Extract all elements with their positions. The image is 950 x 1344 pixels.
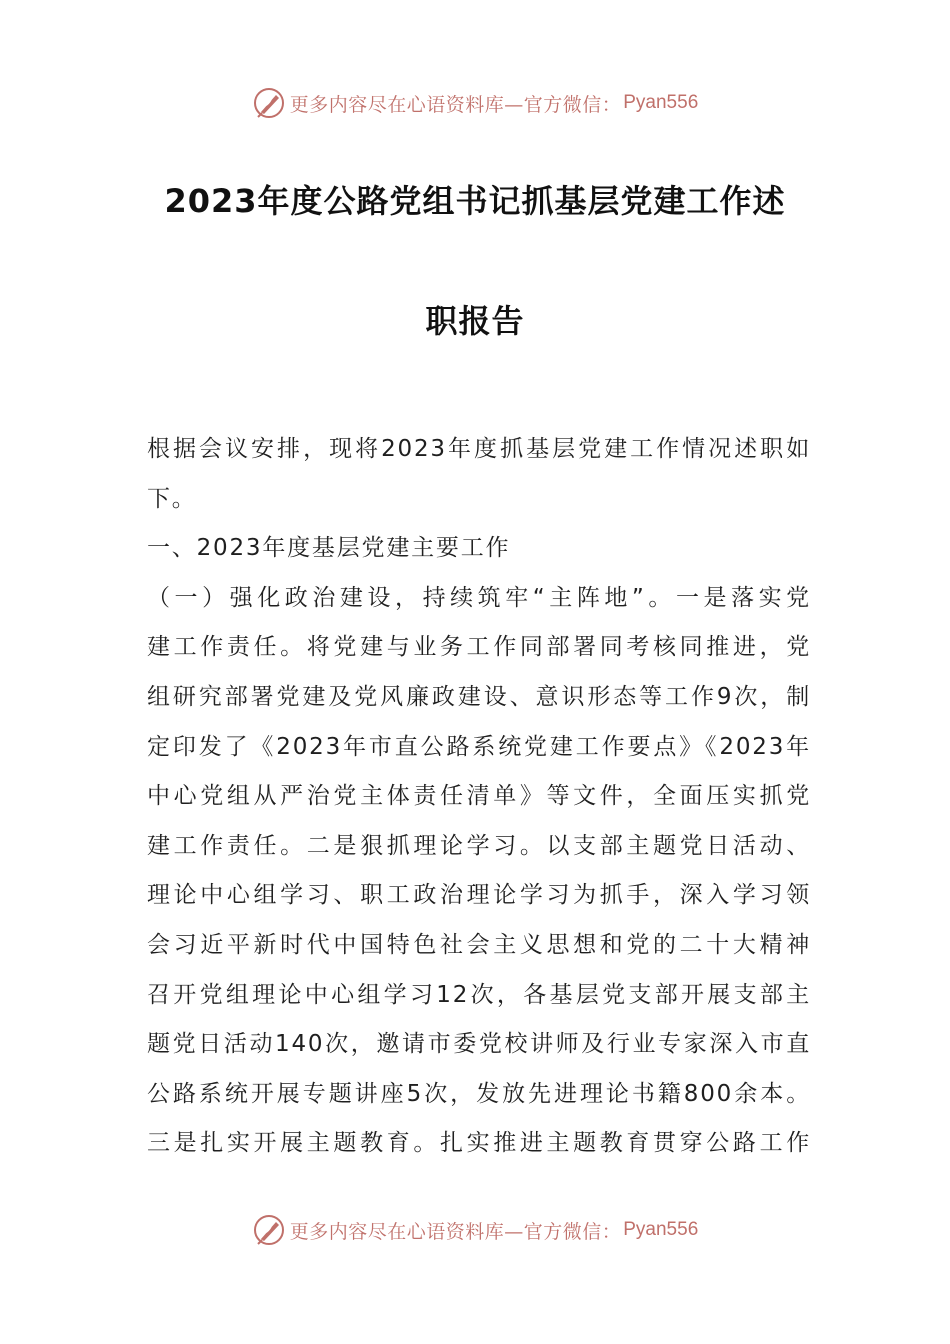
body-line: 会习近平新时代中国特色社会主义思想和党的二十大精神 xyxy=(147,931,811,958)
body-line: 三是扎实开展主题教育。扎实推进主题教育贯穿公路工作 xyxy=(147,1130,811,1157)
watermark-text: 更多内容尽在心语资料库—官方微信： xyxy=(289,93,622,116)
body-line: 组研究部署党建及党风廉政建设、意识形态等工作9次，制 xyxy=(147,683,811,710)
body-line: 公路系统开展专题讲座5次，发放先进理论书籍800余本。 xyxy=(147,1080,811,1107)
watermark-wechat-id: Pyan556 xyxy=(623,92,699,113)
body-line: 定印发了《2023年市直公路系统党建工作要点》《2023年 xyxy=(147,733,811,760)
body-line: 召开党组理论中心组学习12次，各基层党支部开展支部主 xyxy=(147,981,811,1008)
watermark-text: 更多内容尽在心语资料库—官方微信： xyxy=(289,1220,622,1243)
body-line: （一）强化政治建设，持续筑牢“主阵地”。一是落实党 xyxy=(147,584,811,611)
document-title-line-1: 2023年度公路党组书记抓基层党建工作述 xyxy=(164,182,786,220)
quill-logo-icon xyxy=(252,86,286,120)
body-line: 中心党组从严治党主体责任清单》等文件，全面压实抓党 xyxy=(147,783,811,810)
body-line: 下。 xyxy=(147,485,197,512)
document-title-line-2: 职报告 xyxy=(425,302,525,340)
section-heading: 一、2023年度基层党建主要工作 xyxy=(147,535,511,562)
watermark-wechat-id: Pyan556 xyxy=(623,1219,699,1240)
quill-logo-icon xyxy=(252,1213,286,1247)
body-line: 建工作责任。二是狠抓理论学习。以支部主题党日活动、 xyxy=(147,832,811,859)
watermark-banner-top xyxy=(0,83,950,123)
document-body xyxy=(147,425,811,1169)
body-line: 题党日活动140次，邀请市委党校讲师及行业专家深入市直 xyxy=(147,1031,811,1058)
body-line: 建工作责任。将党建与业务工作同部署同考核同推进，党 xyxy=(147,634,811,661)
body-line: 根据会议安排，现将2023年度抓基层党建工作情况述职如 xyxy=(147,436,811,462)
body-line: 理论中心组学习、职工政治理论学习为抓手，深入学习领 xyxy=(147,882,811,909)
watermark-banner-bottom xyxy=(0,1210,950,1250)
